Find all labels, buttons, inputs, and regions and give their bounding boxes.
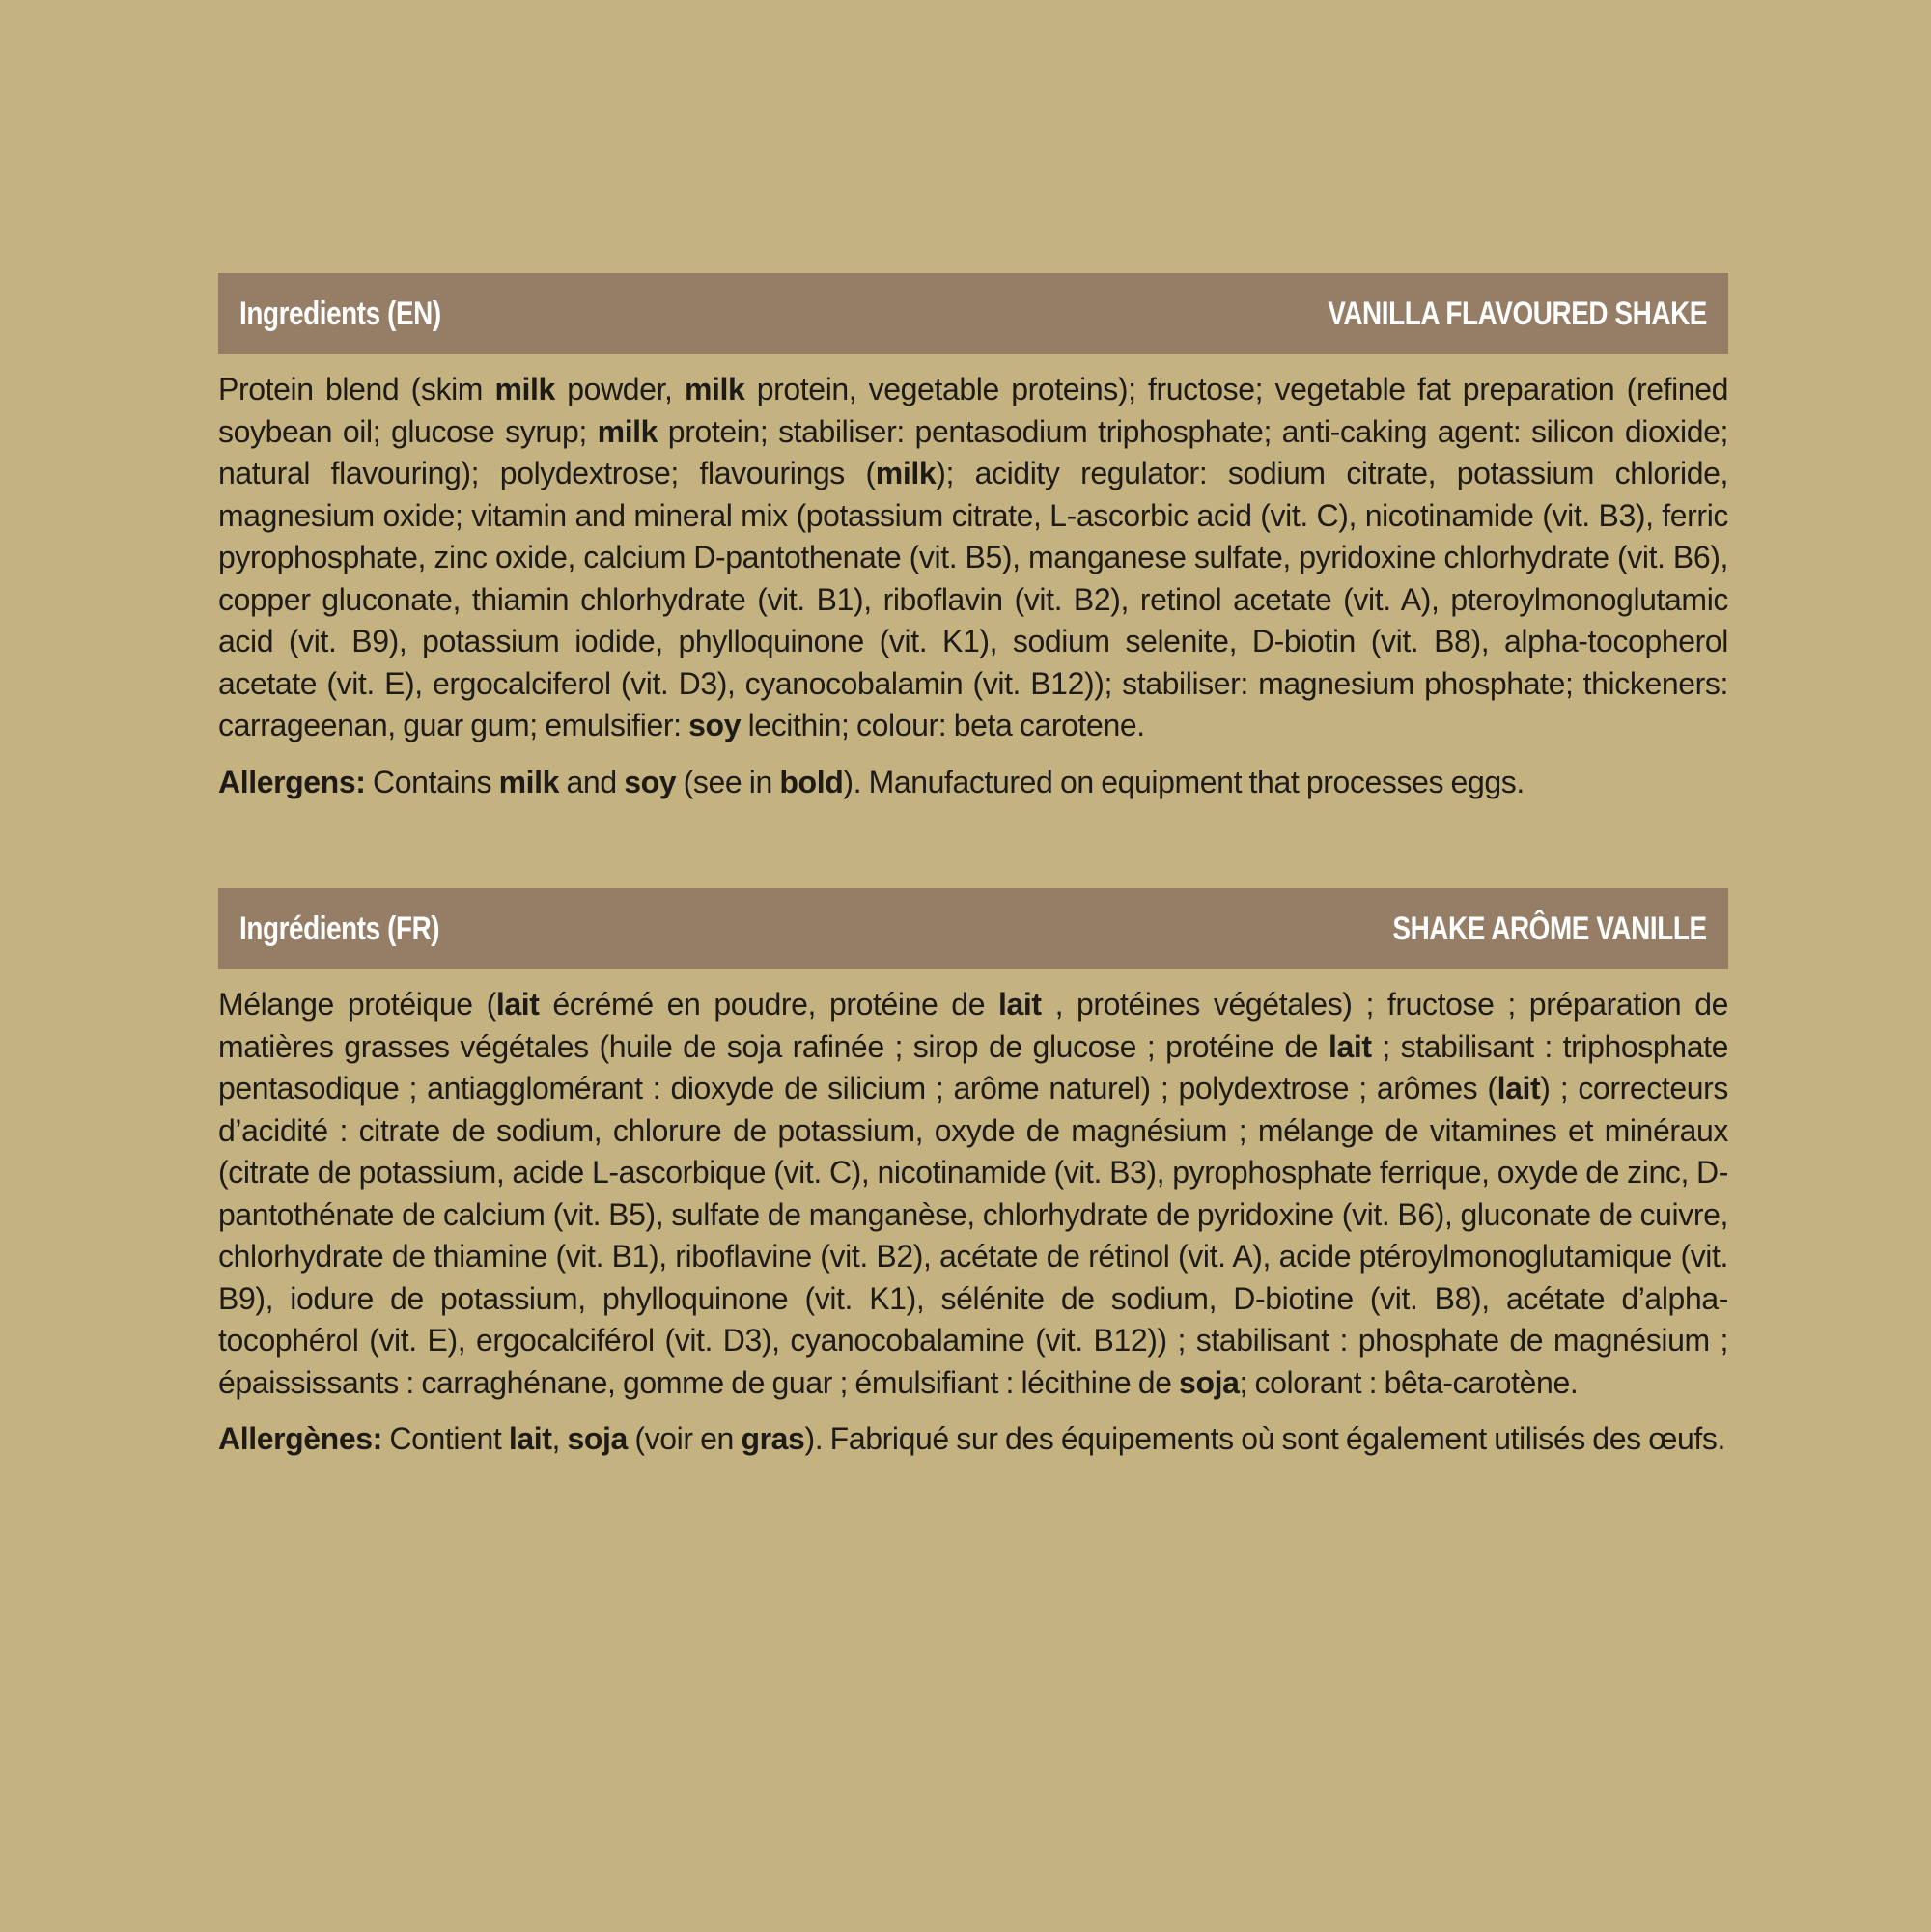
bold-term: milk [494,372,555,406]
text-run: ). Manufactured on equipment that processes eggs. [843,764,1525,799]
text-run: ) ; correcteurs d’acidité : citrate de sodium, chlorure de potassium, oxyde de magnésium ; mélange de vitamines et minéraux (citrate de potassium, acide L-ascorbique (vit. C), nicotinamide (vit. B3), pyrophosphate ferrique, oxyde de zinc, D-pantothénate de calcium (vit. B5), sulfate de manganèse, chlorhydrate de pyridoxine (vit. B6), gluconate de cuivre, chlorhydrate de thiamine (vit. B1), riboflavine (vit. B2), acétate de rétinol (vit. A), acide ptéroylmonoglutamique (vit. B9), iodure de potassium, phylloquinone (vit. K1), sélénite de sodium, D-biotine (vit. B8), acétate d’alpha-tocophérol (vit. E), ergocalciférol (vit. D3), cyanocobalamine (vit. B12)) ; stabilisant : phosphate de magnésium ; épaississants : carraghénane, gomme de guar ; émulsifiant : lécithine de [218,1071,1728,1400]
allergens-text-fr [218,1418,1728,1461]
bold-term: soy [624,764,677,799]
bold-term: milk [875,456,937,490]
header-title-fr: Ingrédients (FR) [239,910,440,947]
product-name-en: VANILLA FLAVOURED SHAKE [1328,294,1707,332]
product-name-fr: SHAKE ARÔME VANILLE [1392,910,1707,947]
text-run: Contains [365,764,499,799]
ingredients-text-en [218,369,1728,747]
text-run: and [559,764,625,799]
text-run: ; colorant : bêta-carotène. [1239,1364,1579,1400]
allergens-text-en [218,762,1728,804]
bold-term: lait [508,1421,552,1456]
text-run: protein; stabiliser: pentasodium triphosphate; anti-caking agent: silicon dioxide; natural flavouring); polydextrose; flavourings ( [218,413,1728,490]
text-run: ). Fabriqué sur des équipements où sont également utilisés des œufs. [804,1421,1725,1456]
header-title-en: Ingredients (EN) [239,294,441,332]
text-run: , [551,1421,568,1456]
text-run: (see in [676,764,780,799]
text-run: powder, [554,372,685,406]
bold-term: milk [498,764,560,799]
ingredients-section-en [218,273,1728,803]
bold-term: Allergènes: [218,1421,382,1456]
ingredients-text-fr [218,984,1728,1404]
text-run: (voir en [627,1421,742,1456]
bold-term: bold [779,764,844,799]
ingredients-section-fr [218,888,1728,1461]
header-bar-en [218,273,1728,354]
text-run: Mélange protéique ( [218,987,496,1022]
text-run: ); acidity regulator: sodium citrate, potassium chloride, magnesium oxide; vitamin and mineral mix (potassium citrate, L-ascorbic acid (vit. C), nicotinamide (vit. B3), ferric pyrophosphate, zinc oxide, calcium D-pantothenate (vit. B5), manganese sulfate, pyridoxine chlorhydrate (vit. B6), copper gluconate, thiamin chlorhydrate (vit. B1), riboflavin (vit. B2), retinol acetate (vit. A), pteroylmonoglutamic acid (vit. B9), potassium iodide, phylloquinone (vit. K1), sodium selenite, D-biotin (vit. B8), alpha-tocopherol acetate (vit. E), ergocalciferol (vit. D3), cyanocobalamin (vit. B12)); stabiliser: magnesium phosphate; thickeners: carrageenan, guar gum; emulsifier: [218,456,1728,742]
bold-term: soy [688,708,742,742]
bold-term: lait [1328,1028,1372,1064]
bold-term: milk [597,413,658,449]
text-run: ; stabilisant : triphosphate pentasodique ; antiagglomérant : dioxyde de silicium ; arôme naturel) ; polydextrose ; arômes ( [218,1028,1728,1106]
bold-term: Allergens: [218,764,366,799]
text-run: écrémé en poudre, protéine de [539,987,999,1022]
bold-term: lait [495,987,540,1022]
bold-term: lait [998,987,1042,1022]
header-bar-fr [218,888,1728,969]
bold-term: lait [1497,1071,1541,1106]
text-run: lecithin; colour: beta carotene. [741,708,1145,742]
text-run: , protéines végétales) ; fructose ; préparation de matières grasses végétales (huile de soja rafinée ; sirop de glucose ; protéine de [218,987,1728,1064]
bold-term: soja [567,1421,628,1456]
bold-term: soja [1179,1364,1240,1400]
bold-term: gras [741,1421,805,1456]
text-run: Protein blend (skim [218,372,495,406]
text-run: Contient [381,1421,509,1456]
bold-term: milk [684,372,745,406]
text-run: protein, vegetable proteins); fructose; vegetable fat preparation (refined soybean oil; glucose syrup; [218,372,1728,449]
